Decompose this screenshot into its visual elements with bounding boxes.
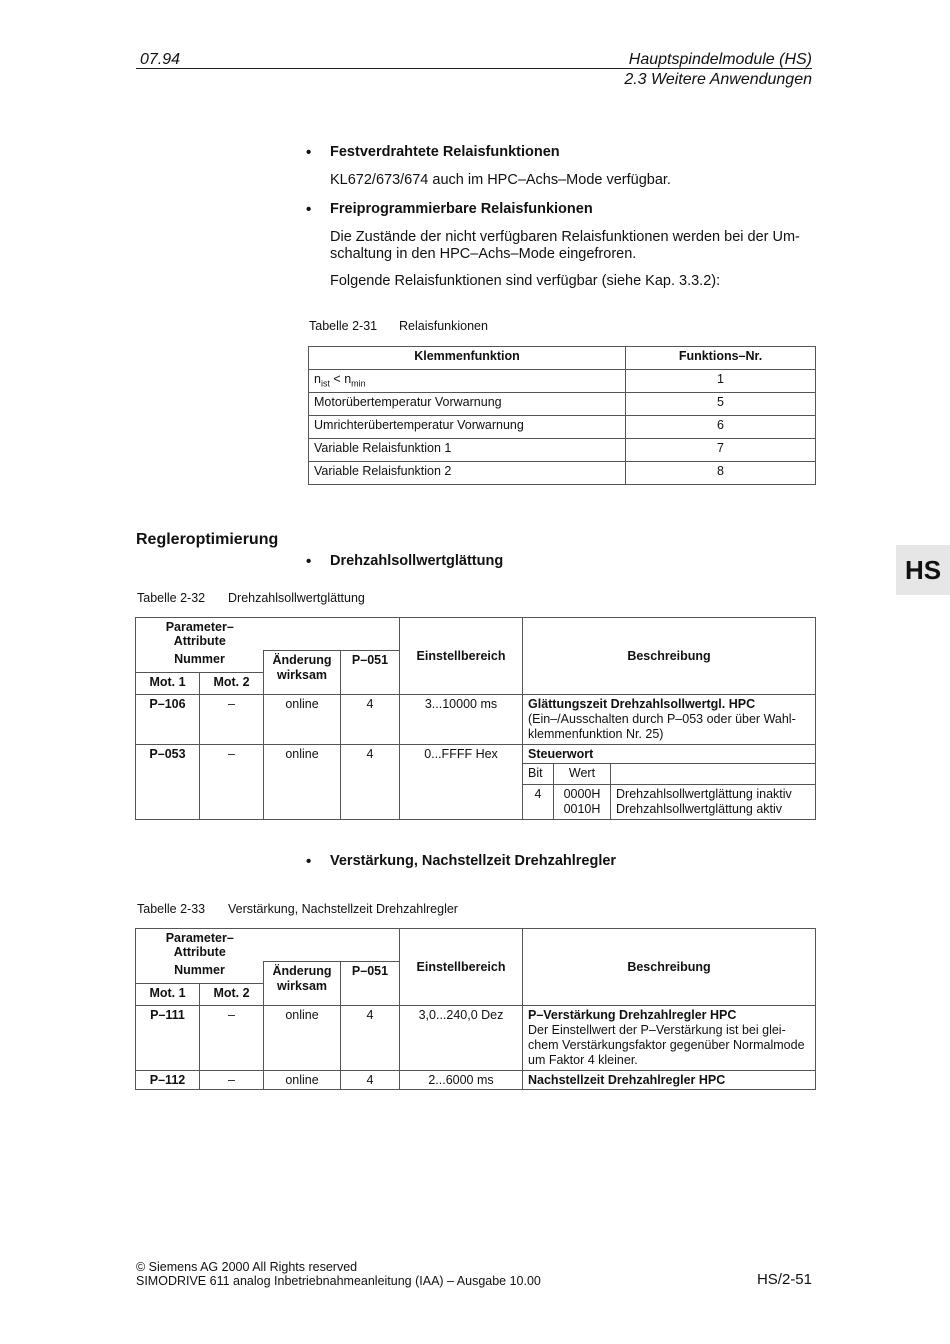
bullet-heading-relais-frei: Freiprogrammierbare Relaisfunkionen [330,201,593,217]
bullet-text: schaltung in den HPC–Achs–Mode eingefroren. [330,246,637,262]
bullet-text: Folgende Relaisfunktionen sind verfügbar (siehe Kap. 3.3.2): [330,273,721,289]
bullet-text: KL672/673/674 auch im HPC–Achs–Mode verfügbar. [330,172,671,188]
desc-title: Glättungszeit Drehzahlsollwertgl. HPC [528,696,756,711]
page-number: HS/2-51 [756,1271,812,1288]
table-header: Mot. 2 [200,983,264,1005]
table-cell: 1 [626,370,816,393]
table-cell [523,694,816,744]
table-cell: – [200,1005,264,1070]
table-cell: – [200,744,264,820]
table-row [309,439,816,462]
table-header: Klemmenfunktion [309,347,626,370]
text-header [611,764,816,785]
table-cell: Motorübertemperatur Vorwarnung [309,393,626,416]
bullet-dot: • [306,144,312,161]
table-header-spacer [264,618,400,651]
header-date: 07.94 [140,51,181,68]
bullet-dot: • [306,201,312,218]
table-cell: 4 [341,1005,400,1070]
table-cell: $n_{ist} < n_{min}$ [309,370,626,393]
table-header: Beschreibung [523,618,816,695]
verstaerkung-table [135,928,816,1090]
bit-header: Bit [523,764,554,785]
table-cell: – [200,694,264,744]
footer-copyright: © Siemens AG 2000 All Rights reserved [136,1260,358,1274]
table-cell: online [264,1070,341,1089]
table-cell: 4 [341,694,400,744]
table-caption-title: Relaisfunkionen [399,319,488,333]
desc-title: P–Verstärkung Drehzahlregler HPC [528,1007,737,1022]
desc-line: chem Verstärkungsfaktor gegenüber Normalmode [528,1037,805,1052]
table-cell: 0...FFFF Hex [400,744,523,820]
table-header: Nummer [136,650,264,672]
table-caption-number: Tabelle 2-33 [137,902,206,916]
table-row [136,694,816,744]
table-caption-title: Drehzahlsollwertglättung [228,591,365,605]
table-row [136,744,816,820]
desc-line: um Faktor 4 kleiner. [528,1052,638,1067]
table-cell: 5 [626,393,816,416]
desc-title: Steuerwort [523,745,815,764]
desc-line: klemmenfunktion Nr. 25) [528,726,664,741]
table-cell: online [264,1005,341,1070]
glaettung-table [135,617,816,820]
table-cell: 6 [626,416,816,439]
table-cell [523,744,816,820]
bullet-text: Die Zustände der nicht verfügbaren Relaisfunktionen werden bei der Um- [330,229,800,245]
table-cell: – [200,1070,264,1089]
header-section: 2.3 Weitere Anwendungen [624,71,812,88]
table-cell: Umrichterübertemperatur Vorwarnung [309,416,626,439]
table-header: Mot. 1 [136,672,200,694]
relais-table [308,346,816,485]
table-header-spacer [264,929,400,962]
table-cell: 8 [626,462,816,485]
table-cell: 4 [341,744,400,820]
table-header: Einstellbereich [400,929,523,1006]
table-row [309,393,816,416]
table-row [136,1070,816,1089]
table-header: Parameter–Attribute [136,618,264,651]
bit-value: 4 [523,785,554,820]
table-row [309,462,816,485]
bullet-dot: • [306,853,312,870]
table-cell: P–111 [136,1005,200,1070]
table-cell: 3...10000 ms [400,694,523,744]
wert-text: Drehzahlsollwertglättung inaktiv Drehzahlsollwertglättung aktiv [611,785,816,820]
table-header: Nummer [136,961,264,983]
table-row [309,370,816,393]
footer-document: SIMODRIVE 611 analog Inbetriebnahmeanleitung (IAA) – Ausgabe 10.00 [136,1274,541,1288]
table-header: P–051 [341,961,400,1005]
table-cell: P–106 [136,694,200,744]
table-header: Mot. 1 [136,983,200,1005]
bullet-dot: • [306,553,312,570]
wert-header: Wert [554,764,611,785]
wert-value: 0000H 0010H [554,785,611,820]
bit-table [523,764,815,820]
table-cell: Variable Relaisfunktion 1 [309,439,626,462]
table-cell: Nachstellzeit Drehzahlregler HPC [523,1070,816,1089]
table-cell [523,1005,816,1070]
table-cell: 2...6000 ms [400,1070,523,1089]
table-caption-number: Tabelle 2-31 [309,319,378,333]
table-caption-number: Tabelle 2-32 [137,591,206,605]
desc-line: (Ein–/Ausschalten durch P–053 oder über Wahl- [528,711,796,726]
table-header: Mot. 2 [200,672,264,694]
table-cell: P–112 [136,1070,200,1089]
table-row [309,416,816,439]
table-header: P–051 [341,650,400,694]
table-cell: online [264,744,341,820]
header-title: Hauptspindelmodule (HS) [628,51,812,68]
table-header: Funktions–Nr. [626,347,816,370]
bullet-heading-relais-fest: Festverdrahtete Relaisfunktionen [330,144,560,160]
table-header: Änderung wirksam [264,961,341,1005]
bullet-heading-glaettung: Drehzahlsollwertglättung [330,553,504,569]
table-cell: 4 [341,1070,400,1089]
table-header: Parameter–Attribute [136,929,264,962]
table-header: Beschreibung [523,929,816,1006]
table-header: Änderung wirksam [264,650,341,694]
bullet-heading-verstaerkung: Verstärkung, Nachstellzeit Drehzahlregler [330,853,617,869]
table-cell: Variable Relaisfunktion 2 [309,462,626,485]
table-row [136,1005,816,1070]
table-header: Einstellbereich [400,618,523,695]
table-cell: P–053 [136,744,200,820]
table-cell: 7 [626,439,816,462]
section-heading: Regleroptimierung [136,531,279,548]
table-caption-title: Verstärkung, Nachstellzeit Drehzahlregler [228,902,458,916]
table-cell: online [264,694,341,744]
side-tab-hs: HS [896,545,950,595]
table-cell: 3,0...240,0 Dez [400,1005,523,1070]
header-rule [136,68,812,69]
desc-line: Der Einstellwert der P–Verstärkung ist bei glei- [528,1022,786,1037]
